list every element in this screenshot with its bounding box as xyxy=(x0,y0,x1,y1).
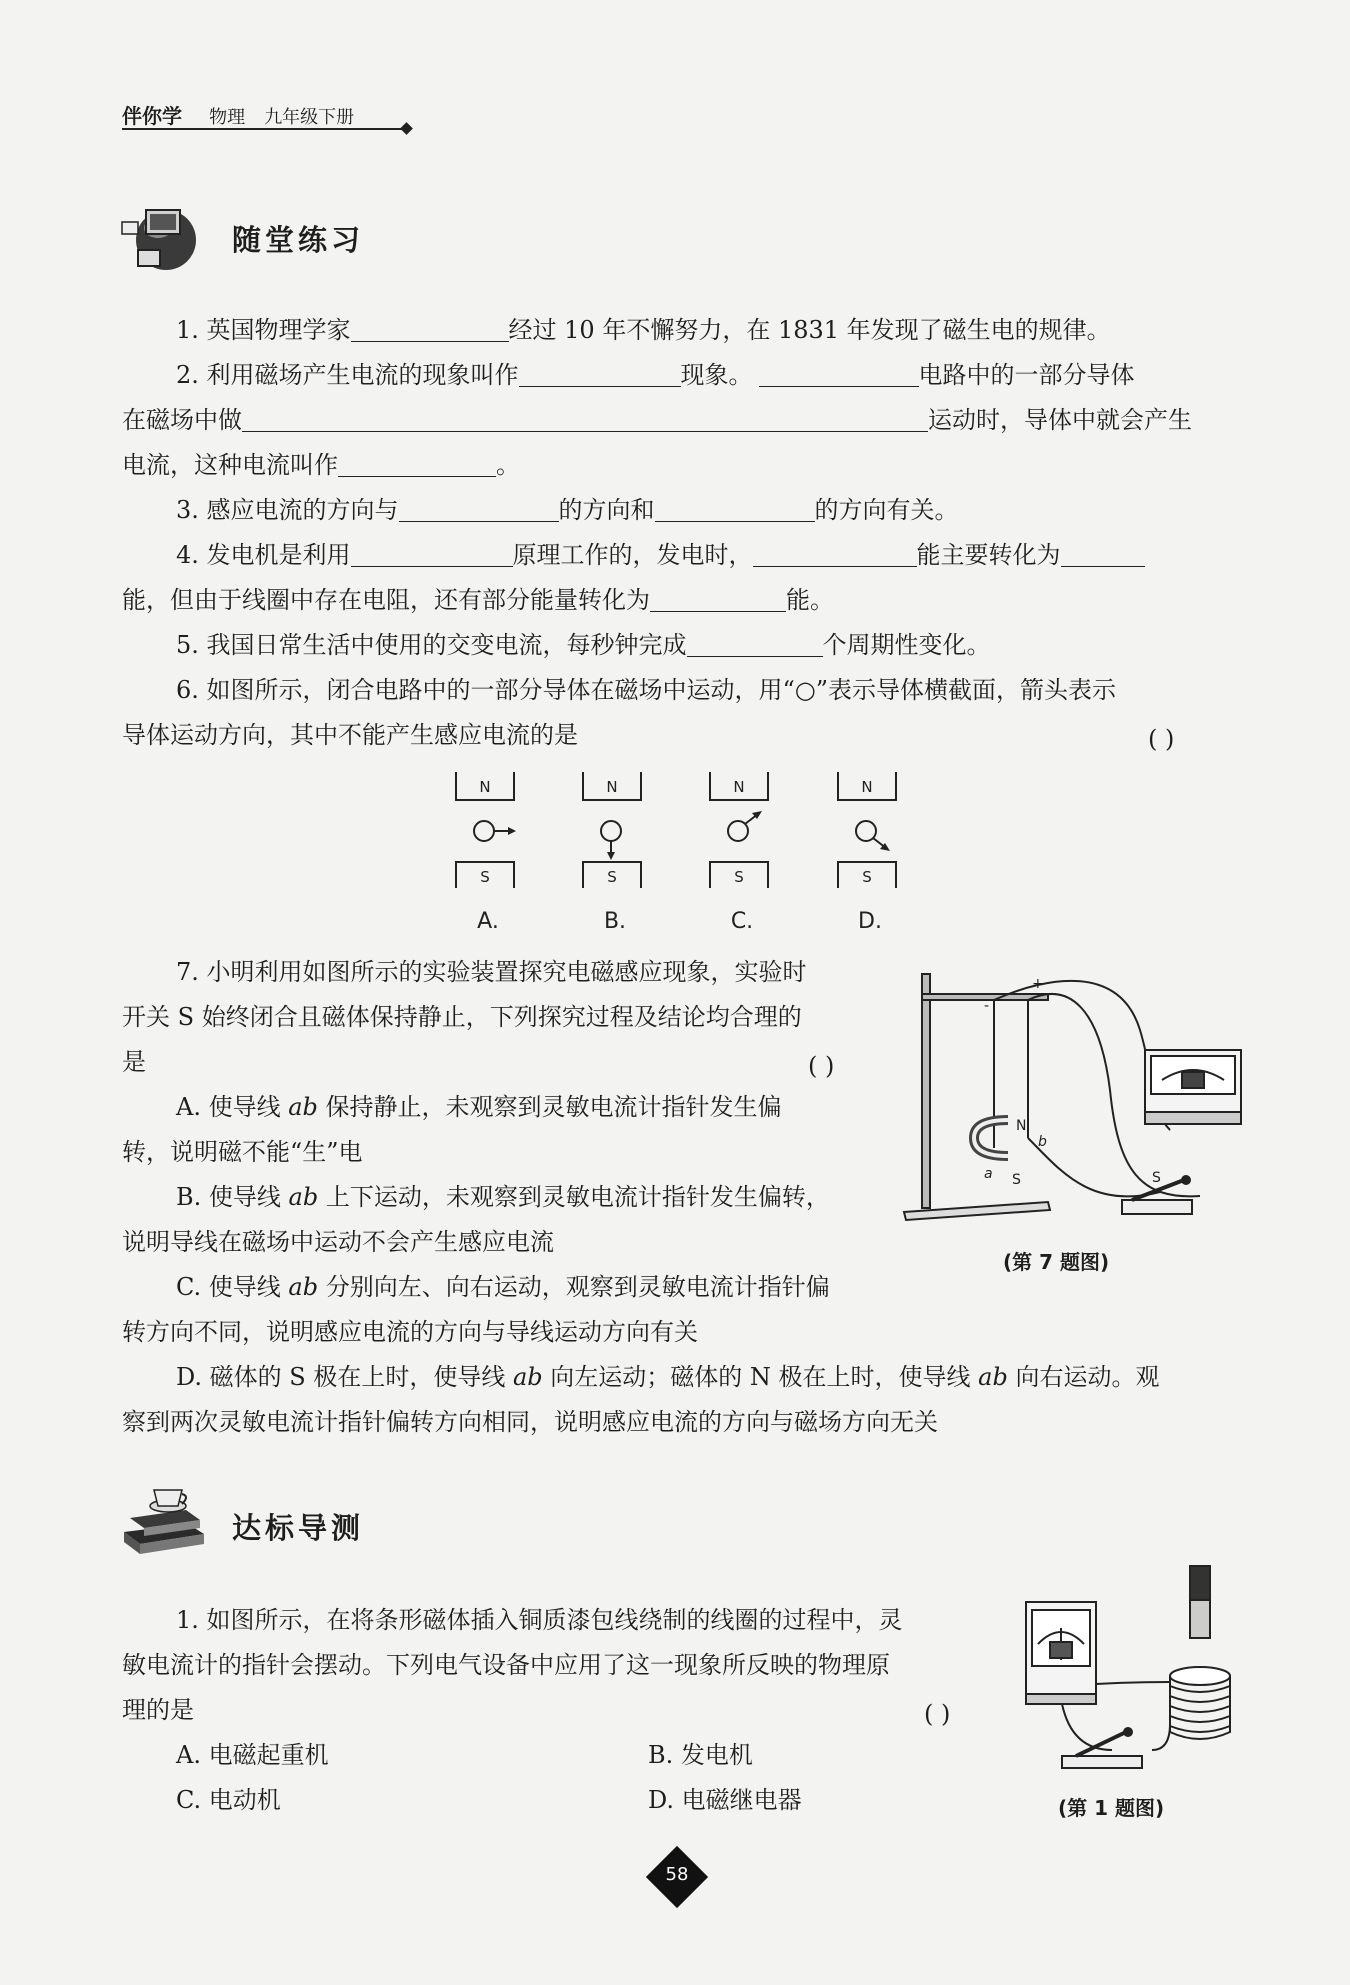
page-header xyxy=(122,100,368,129)
header-diamond xyxy=(400,122,413,135)
section-title-assessment: 达标导测 xyxy=(232,1511,365,1545)
negative-terminal-label: - xyxy=(984,998,990,1014)
q7-option-b-line-1[interactable]: B. 使导线 ab 上下运动，未观察到灵敏电流计指针发生偏转， xyxy=(176,1183,830,1211)
question-7-line-3: 是 xyxy=(122,1048,146,1076)
q7-option-c-line-1[interactable]: C. 使导线 ab 分别向左、向右运动，观察到灵敏电流计指针偏 xyxy=(176,1273,830,1301)
section-title-practice: 随堂练习 xyxy=(232,223,365,257)
south-pole-label: S xyxy=(734,868,744,886)
answer-blank[interactable] xyxy=(351,317,509,342)
answer-blank[interactable] xyxy=(399,497,559,522)
answer-parentheses[interactable]: ( ) xyxy=(1148,725,1175,753)
option-label-c: C. xyxy=(730,909,754,934)
positive-terminal-label: + xyxy=(1032,976,1044,992)
t1-option-d[interactable]: D. 电磁继电器 xyxy=(648,1786,802,1814)
switch-label: S xyxy=(1152,1170,1161,1186)
option-label-d: D. xyxy=(858,909,882,934)
computer-icon xyxy=(118,198,208,276)
q7-option-b-line-2: 说明导线在磁场中运动不会产生感应电流 xyxy=(122,1228,554,1256)
q6-figure xyxy=(440,770,920,940)
test-1-line-2: 敏电流计的指针会摆动。下列电气设备中应用了这一现象所反映的物理原 xyxy=(122,1651,890,1679)
subject-label: 物理 xyxy=(209,107,246,128)
answer-blank[interactable] xyxy=(242,407,928,432)
answer-blank[interactable] xyxy=(759,362,919,387)
north-pole-label: N xyxy=(733,778,745,796)
books-and-cup-icon xyxy=(118,1478,210,1556)
question-1: 1. 英国物理学家 经过 10 年不懈努力，在 1831 年发现了磁生电的规律。 xyxy=(176,316,1111,344)
south-pole-label: S xyxy=(607,868,617,886)
answer-parentheses[interactable]: ( ) xyxy=(924,1700,951,1728)
north-pole-label: N xyxy=(479,778,491,796)
page-number: 58 xyxy=(665,1864,689,1885)
figure-7-caption: (第 7 题图) xyxy=(1003,1250,1110,1274)
question-6-line-2: 导体运动方向，其中不能产生感应电流的是 xyxy=(122,721,578,749)
wire-end-a-label: a xyxy=(984,1166,993,1182)
q7-apparatus-figure xyxy=(900,970,1245,1230)
question-4-line-2: 能，但由于线圈中存在电阻，还有部分能量转化为 能。 xyxy=(122,586,834,614)
t1-option-c[interactable]: C. 电动机 xyxy=(176,1786,281,1814)
option-label-a: A. xyxy=(477,909,499,934)
question-2-line-1: 2. 利用磁场产生电流的现象叫作 现象。 电路中的一部分导体 xyxy=(176,361,1135,389)
brand-name: 伴你学 xyxy=(122,104,182,128)
question-7-line-2: 开关 S 始终闭合且磁体保持静止，下列探究过程及结论均合理的 xyxy=(122,1003,802,1031)
q7-option-c-line-2: 转方向不同，说明感应电流的方向与导线运动方向有关 xyxy=(122,1318,698,1346)
grade-label: 九年级下册 xyxy=(264,107,355,128)
answer-blank[interactable] xyxy=(338,452,496,477)
magnet-north-label: N xyxy=(1016,1118,1027,1134)
q7-option-d-line-1[interactable]: D. 磁体的 S 极在上时，使导线 ab 向左运动；磁体的 N 极在上时，使导线 ab 向右运动。观 xyxy=(176,1363,1160,1391)
question-6-line-1: 6. 如图所示，闭合电路中的一部分导体在磁场中运动，用“○”表示导体横截面，箭头表示 xyxy=(176,676,1117,704)
answer-blank[interactable] xyxy=(687,632,823,657)
magnet-south-label: S xyxy=(1012,1172,1021,1188)
test-1-line-1: 1. 如图所示，在将条形磁体插入铜质漆包线绕制的线圈的过程中，灵 xyxy=(176,1606,903,1634)
figure-1-caption: (第 1 题图) xyxy=(1058,1796,1165,1820)
answer-parentheses[interactable]: ( ) xyxy=(808,1052,835,1080)
south-pole-label: S xyxy=(862,868,872,886)
t1-coil-galvanometer-figure xyxy=(1022,1564,1252,1784)
answer-blank[interactable] xyxy=(1061,542,1145,567)
question-5: 5. 我国日常生活中使用的交变电流，每秒钟完成 个周期性变化。 xyxy=(176,631,991,659)
answer-blank[interactable] xyxy=(351,542,513,567)
q7-option-a-line-1[interactable]: A. 使导线 ab 保持静止，未观察到灵敏电流计指针发生偏 xyxy=(176,1093,782,1121)
q7-option-d-line-2: 察到两次灵敏电流计指针偏转方向相同，说明感应电流的方向与磁场方向无关 xyxy=(122,1408,938,1436)
question-2-line-3: 电流，这种电流叫作 。 xyxy=(122,451,520,479)
test-1-line-3: 理的是 xyxy=(122,1696,194,1724)
option-label-b: B. xyxy=(603,909,627,934)
q7-option-a-line-2: 转，说明磁不能“生”电 xyxy=(122,1138,363,1166)
question-7-line-1: 7. 小明利用如图所示的实验装置探究电磁感应现象，实验时 xyxy=(176,958,807,986)
south-pole-label: S xyxy=(480,868,490,886)
answer-blank[interactable] xyxy=(519,362,681,387)
north-pole-label: N xyxy=(861,778,873,796)
north-pole-label: N xyxy=(606,778,618,796)
wire-end-b-label: b xyxy=(1038,1134,1047,1150)
answer-blank[interactable] xyxy=(655,497,815,522)
header-rule xyxy=(122,128,407,130)
question-4-line-1: 4. 发电机是利用 原理工作的，发电时， 能主要转化为 xyxy=(176,533,1145,578)
answer-blank[interactable] xyxy=(753,542,917,567)
question-2-line-2: 在磁场中做 运动时，导体中就会产生 xyxy=(122,406,1192,434)
question-3: 3. 感应电流的方向与 的方向和 的方向有关。 xyxy=(176,496,959,524)
t1-option-b[interactable]: B. 发电机 xyxy=(648,1741,753,1769)
t1-option-a[interactable]: A. 电磁起重机 xyxy=(176,1741,329,1769)
answer-blank[interactable] xyxy=(650,587,786,612)
